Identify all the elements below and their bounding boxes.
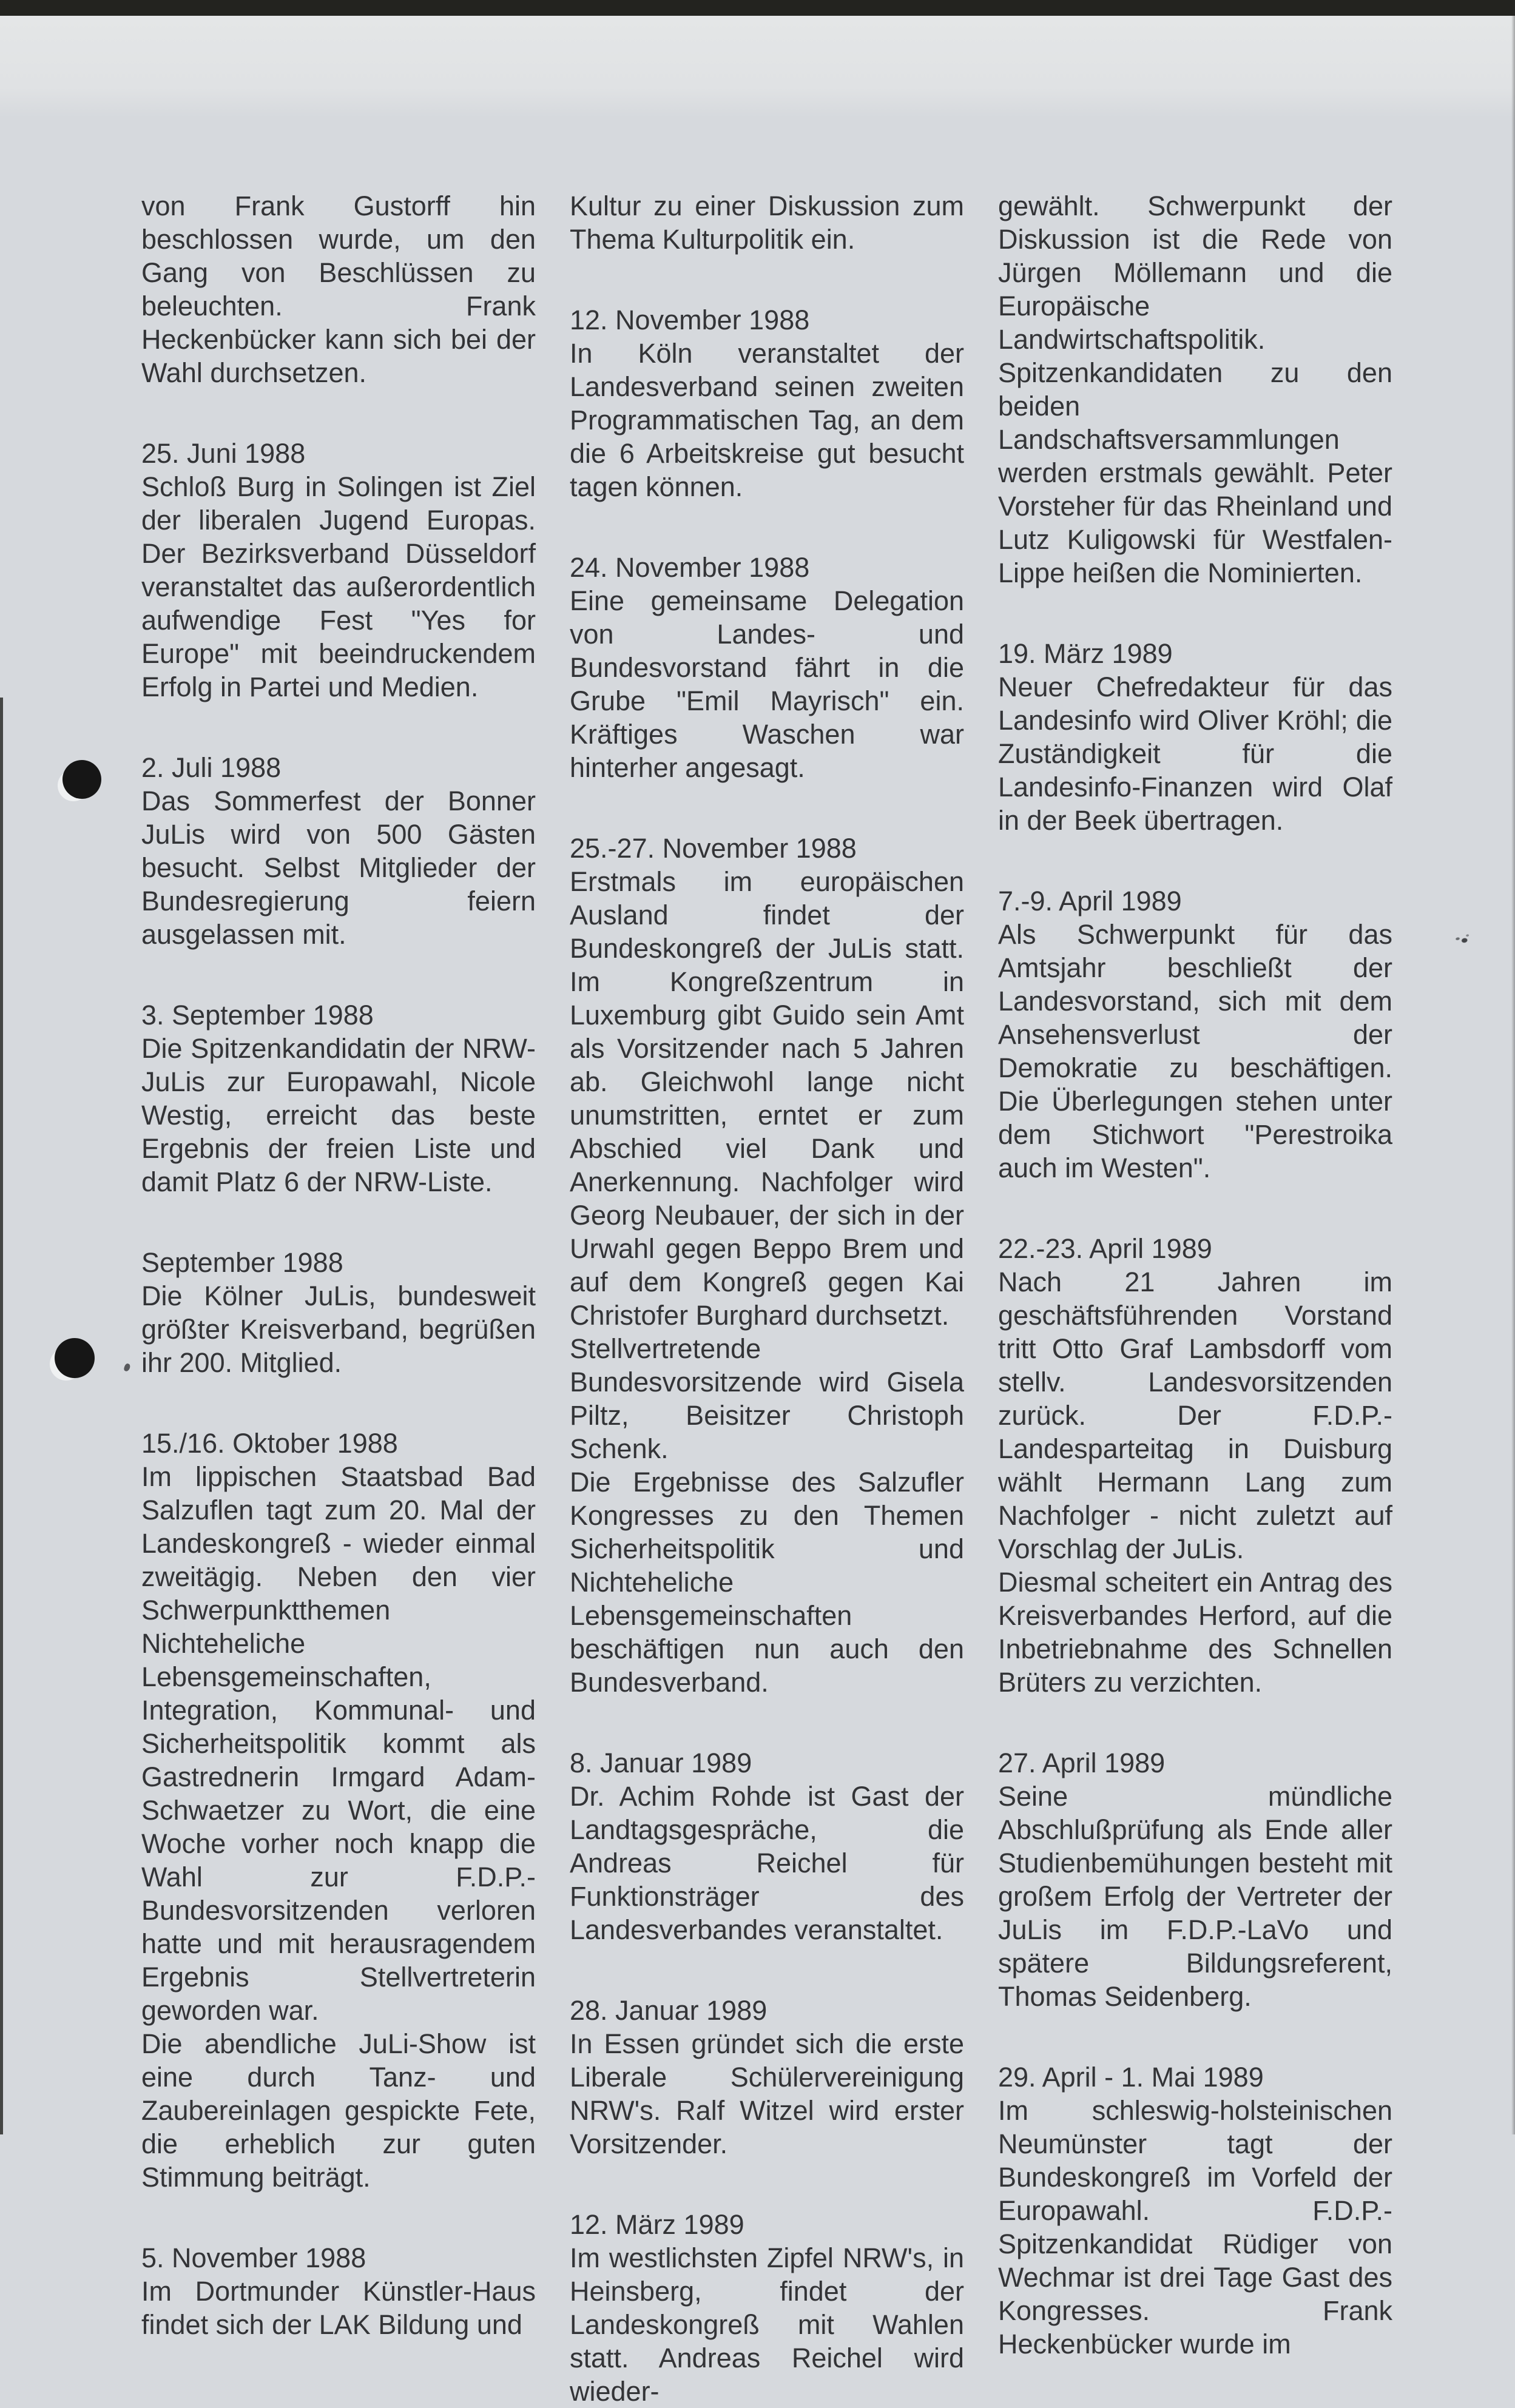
date-heading: 15./16. Oktober 1988	[141, 1428, 398, 1459]
date-heading: September 1988	[141, 1247, 343, 1278]
text-column-2	[570, 189, 964, 2408]
paragraph: Die Kölner JuLis, bundesweit größter Kreisverband, begrüßen ihr 200. Mitglied.	[141, 1280, 536, 1378]
scan-speck	[123, 1363, 131, 1372]
paragraph: Neuer Chefredakteur für das Landesinfo wird Oliver Kröhl; die Zuständigkeit für die Landesinfo-Finanzen wird Olaf in der Beek übertragen.	[998, 671, 1392, 836]
text-columns	[141, 189, 1392, 2408]
paragraph: Als Schwerpunkt für das Amtsjahr beschließt der Landesvorstand, sich mit dem Ansehensverlust der Demokratie zu beschäftigen. Die Überlegungen stehen unter dem Stichwort "Perestroika auch im Westen".	[998, 919, 1392, 1183]
paper-top-strip	[0, 16, 1515, 118]
paragraph: Eine gemeinsame Delegation von Landes- und Bundesvorstand fährt in die Grube "Emil Mayrisch" ein. Kräftiges Waschen war hinterher angesagt.	[570, 585, 964, 783]
paragraph: gewählt. Schwerpunkt der Diskussion ist die Rede von Jürgen Möllemann und die Europäische Landwirtschaftspolitik.	[998, 190, 1392, 355]
date-heading: 29. April - 1. Mai 1989	[998, 2062, 1264, 2093]
ink-smudge	[1454, 933, 1472, 948]
paragraph: Seine mündliche Abschlußprüfung als Ende aller Studienbemühungen besteht mit großem Erfolg der Vertreter der JuLis im F.D.P.-LaVo und spätere Bildungsreferent, Thomas Seidenberg.	[998, 1781, 1392, 2012]
date-heading: 22.-23. April 1989	[998, 1233, 1212, 1264]
paragraph: Das Sommerfest der Bonner JuLis wird von 500 Gästen besucht. Selbst Mitglieder der Bundesregierung feiern ausgelassen mit.	[141, 785, 536, 950]
date-heading: 8. Januar 1989	[570, 1747, 752, 1778]
paragraph: von Frank Gustorff hin beschlossen wurde, um den Gang von Beschlüssen zu beleuchten. Frank Heckenbücker kann sich bei der Wahl durchsetzen.	[141, 190, 536, 388]
scan-left-edge	[0, 698, 3, 2134]
paragraph: Im Dortmunder Künstler-Haus findet sich der LAK Bildung und	[141, 2276, 536, 2340]
date-heading: 2. Juli 1988	[141, 752, 282, 783]
hole-punch-icon	[55, 1338, 95, 1378]
paragraph: Nach 21 Jahren im geschäftsführenden Vorstand tritt Otto Graf Lambsdorff vom stellv. Landesvorsitzenden zurück. Der F.D.P.-Landesparteitag in Duisburg wählt Hermann Lang zum Nachfolger - nicht zuletzt auf Vorschlag der JuLis.	[998, 1266, 1392, 1564]
paragraph: Kultur zu einer Diskussion zum Thema Kulturpolitik ein.	[570, 190, 964, 255]
scan-right-edge	[1511, 0, 1515, 2134]
scan-top-edge	[0, 0, 1515, 16]
paragraph: Im lippischen Staatsbad Bad Salzuflen tagt zum 20. Mal der Landeskongreß - wieder einmal zweitägig. Neben den vier Schwerpunktthemen Nichteheliche Lebensgemeinschaften, Integration, Kommunal- und Sicherheitspolitik kommt als Gastrednerin Irmgard Adam-Schwaetzer zu Wort, die eine Woche vorher noch knapp die Wahl zur F.D.P.- Bundesvorsitzenden verloren hatte und mit herausragendem Ergebnis Stellvertreterin geworden war.	[141, 1461, 536, 2026]
paragraph: Spitzenkandidaten zu den beiden Landschaftsversammlungen werden erstmals gewählt. Peter Vorsteher für das Rheinland und Lutz Kuligowski für Westfalen-Lippe heißen die Nominierten.	[998, 357, 1392, 588]
paragraph: Diesmal scheitert ein Antrag des Kreisverbandes Herford, auf die Inbetriebnahme des Schnellen Brüters zu verzichten.	[998, 1567, 1392, 1698]
date-heading: 7.-9. April 1989	[998, 886, 1182, 916]
date-heading: 12. März 1989	[570, 2209, 744, 2240]
date-heading: 12. November 1988	[570, 304, 810, 335]
date-heading: 24. November 1988	[570, 552, 810, 583]
paragraph: Erstmals im europäischen Ausland findet der Bundeskongreß der JuLis statt. Im Kongreßzentrum in Luxemburg gibt Guido sein Amt als Vorsitzender nach 5 Jahren ab. Gleichwohl lange nicht unumstritten, erntet er zum Abschied viel Dank und Anerkennung. Nachfolger wird Georg Neubauer, der sich in der Urwahl gegen Beppo Brem und auf dem Kongreß gegen Kai Christofer Burghard durchsetzt.	[570, 866, 964, 1331]
date-heading: 3. September 1988	[141, 1000, 374, 1031]
paragraph: In Köln veranstaltet der Landesverband seinen zweiten Programmatischen Tag, an dem die 6 Arbeitskreise gut besucht tagen können.	[570, 338, 964, 502]
text-column-1	[141, 189, 536, 2408]
paragraph: Im schleswig-holsteinischen Neumünster tagt der Bundeskongreß im Vorfeld der Europawahl. F.D.P.-Spitzenkandidat Rüdiger von Wechmar ist drei Tage Gast des Kongresses. Frank Heckenbücker wurde im	[998, 2095, 1392, 2359]
paragraph: Die Ergebnisse des Salzufler Kongresses zu den Themen Sicherheitspolitik und Nichteheliche Lebensgemeinschaften beschäftigen nun auch den Bundesverband.	[570, 1467, 964, 1698]
paragraph: Dr. Achim Rohde ist Gast der Landtagsgespräche, die Andreas Reichel für Funktionsträger des Landesverbandes veranstaltet.	[570, 1781, 964, 1945]
paragraph: Stellvertretende Bundesvorsitzende wird Gisela Piltz, Beisitzer Christoph Schenk.	[570, 1333, 964, 1464]
date-heading: 25. Juni 1988	[141, 438, 306, 469]
hole-punch-icon	[62, 760, 101, 799]
date-heading: 5. November 1988	[141, 2242, 366, 2273]
paragraph: In Essen gründet sich die erste Liberale Schülervereinigung NRW's. Ralf Witzel wird erster Vorsitzender.	[570, 2028, 964, 2159]
date-heading: 27. April 1989	[998, 1747, 1166, 1778]
paragraph: Die abendliche JuLi-Show ist eine durch Tanz- und Zaubereinlagen gespickte Fete, die erheblich zur guten Stimmung beiträgt.	[141, 2028, 536, 2193]
date-heading: 19. März 1989	[998, 638, 1173, 669]
date-heading: 25.-27. November 1988	[570, 833, 857, 864]
paragraph: Im westlichsten Zipfel NRW's, in Heinsberg, findet der Landeskongreß mit Wahlen statt. Andreas Reichel wird wieder-	[570, 2242, 964, 2407]
text-column-3	[998, 189, 1392, 2408]
paragraph: Die Spitzenkandidatin der NRW-JuLis zur Europawahl, Nicole Westig, erreicht das beste Ergebnis der freien Liste und damit Platz 6 der NRW-Liste.	[141, 1033, 536, 1197]
date-heading: 28. Januar 1989	[570, 1995, 768, 2026]
paragraph: Schloß Burg in Solingen ist Ziel der liberalen Jugend Europas. Der Bezirksverband Düsseldorf veranstaltet das außerordentlich aufwendige Fest "Yes for Europe" mit beeindruckendem Erfolg in Partei und Medien.	[141, 471, 536, 702]
